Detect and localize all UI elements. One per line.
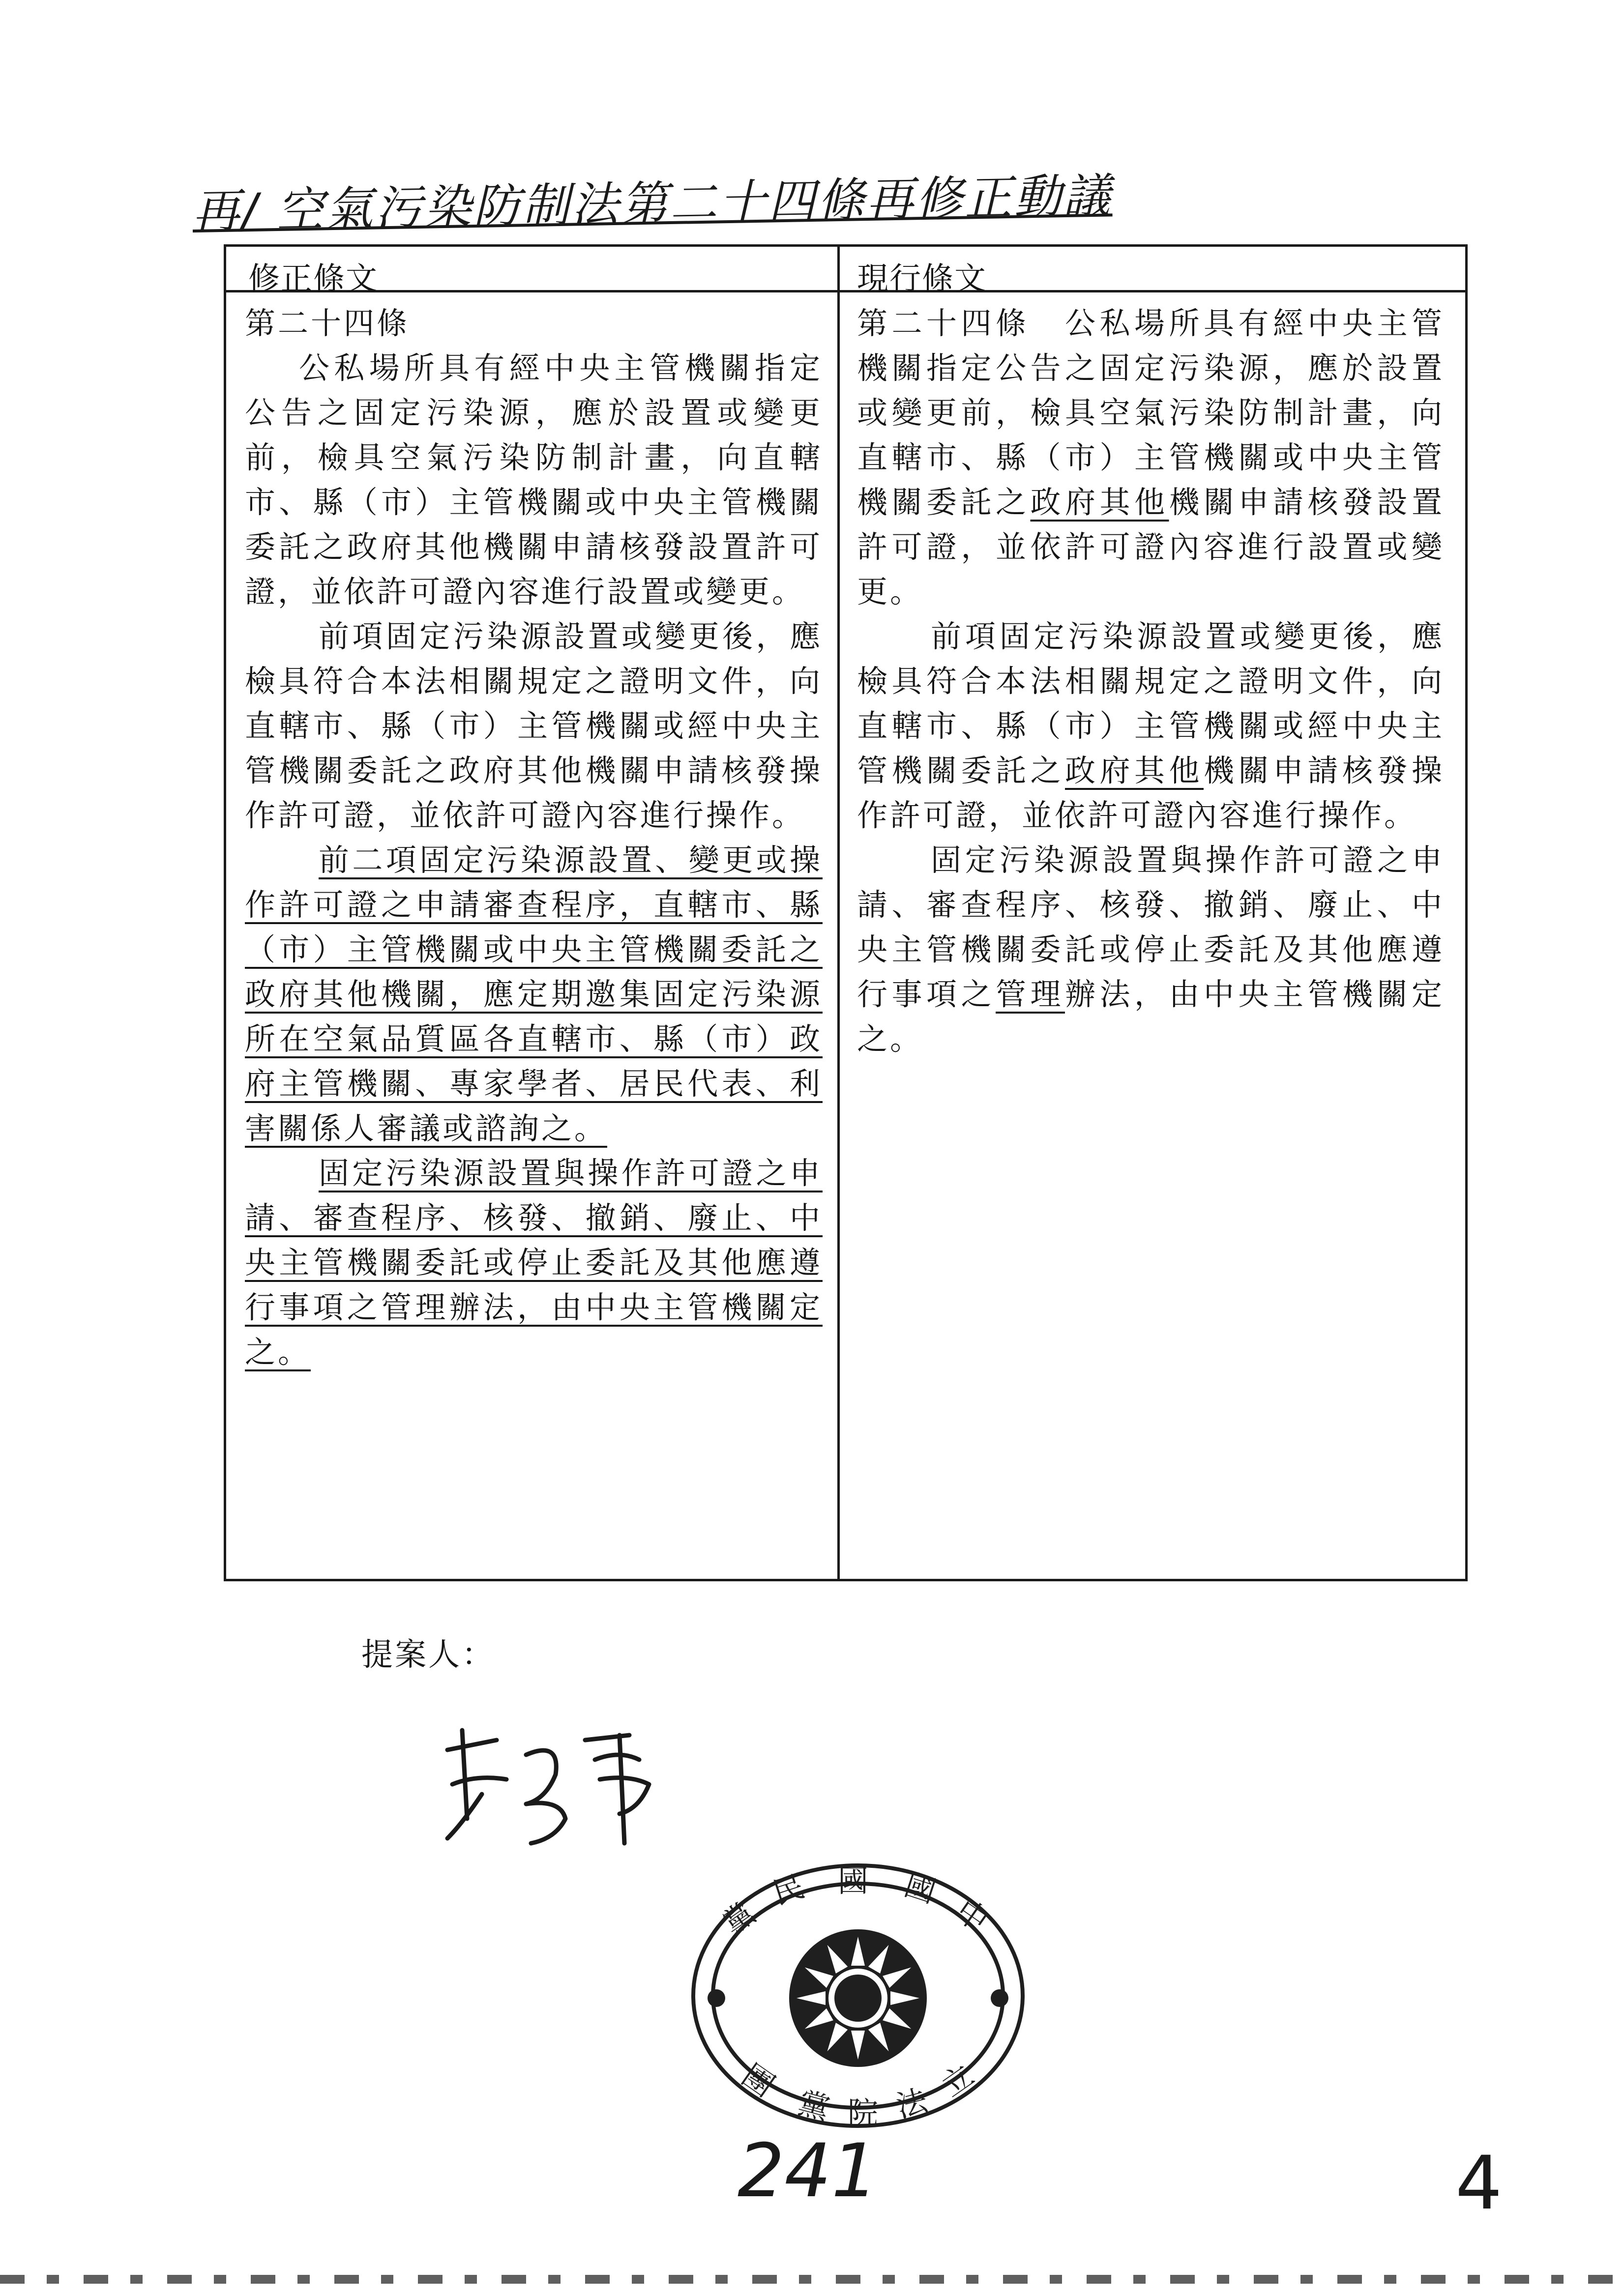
- svg-text:黨: 黨: [795, 2084, 833, 2127]
- current-paragraph-2-text-a: 前項固定污染源設置或變更後，應檢具符合本法相關規定之證明文件，向直轄市、縣（市）主管機關或經中央主管機關委託之: [857, 618, 1445, 788]
- current-paragraph-2-underlined: 政府其他: [1064, 753, 1204, 788]
- revised-paragraph-3: 前二項固定污染源設置、變更或操作許可證之申請審查程序，直轄市、縣（市）主管機關或中央主管機關委託之政府其他機關，應定期邀集固定污染源所在空氣品質區各直轄市、縣（市）政府主管機關、專家學者、居民代表、利害關係人審議或諮詢之。: [245, 842, 823, 1146]
- revised-article-number: 第二十四條: [245, 305, 410, 341]
- revised-column-header: 修正條文: [248, 261, 378, 297]
- current-paragraph-1: [857, 301, 1445, 614]
- svg-text:民: 民: [768, 1868, 809, 1912]
- svg-text:中: 中: [949, 1892, 995, 1940]
- svg-text:團: 團: [735, 2057, 781, 2104]
- current-paragraph-1-text-b: 機關申請核發設置許可證，並依許可證內容進行設置或變更。: [857, 484, 1445, 610]
- svg-text:法: 法: [892, 2082, 931, 2125]
- current-paragraph-3-underlined: 管理: [996, 976, 1065, 1012]
- scan-artifact-strip: [0, 2275, 1624, 2284]
- revised-article-column: [245, 301, 823, 1374]
- column-divider: [837, 247, 840, 1579]
- current-paragraph-3: [857, 838, 1445, 1061]
- proposer-label: 提案人：: [361, 1637, 495, 1673]
- svg-text:立: 立: [935, 2057, 981, 2104]
- revised-paragraph-1: 公私場所具有經中央主管機關指定公告之固定污染源，應於設置或變更前，檢具空氣污染防制計畫，向直轄市、縣（市）主管機關或中央主管機關委託之政府其他機關申請核發設置許可證，並依許可證內容進行設置或變更。: [245, 350, 823, 610]
- header-divider: [226, 290, 1465, 292]
- current-paragraph-3-text-b: 辦法，由中央主管機關定之。: [857, 976, 1445, 1057]
- handwritten-title-text: 再/ 空氣污染防制法第二十四條再修正動議: [192, 168, 1113, 239]
- current-paragraph-2-text-b: 機關申請核發操作許可證，並依許可證內容進行操作。: [857, 753, 1445, 833]
- current-column-header: 現行條文: [857, 261, 987, 297]
- revised-paragraph-2: 前項固定污染源設置或變更後，應檢具符合本法相關規定之證明文件，向直轄市、縣（市）主管機關或經中央主管機關委託之政府其他機關申請核發操作許可證，並依許可證內容進行操作。: [245, 618, 823, 833]
- current-paragraph-1-underlined: 政府其他: [1030, 484, 1169, 520]
- handwritten-number: 241: [738, 2128, 879, 2214]
- svg-text:黨: 黨: [716, 1894, 762, 1942]
- handwritten-title: [192, 158, 1127, 248]
- party-caucus-seal: [686, 1858, 1030, 2133]
- handwritten-signature: [433, 1720, 708, 1848]
- svg-text:院: 院: [847, 2095, 879, 2131]
- svg-text:國: 國: [837, 1863, 869, 1899]
- current-paragraph-2: [857, 614, 1445, 838]
- current-paragraph-1-text-a: 第二十四條 公私場所具有經中央主管機關指定公告之固定污染源，應於設置或變更前，檢具空氣污染防制計畫，向直轄市、縣（市）主管機關或中央主管機關委託之: [857, 305, 1445, 520]
- current-paragraph-3-text-a: 固定污染源設置與操作許可證之申請、審查程序、核發、撤銷、廢止、中央主管機關委託或停止委託及其他應遵行事項之: [857, 842, 1445, 1012]
- comparison-table: [224, 244, 1468, 1581]
- revised-paragraph-4: 固定污染源設置與操作許可證之申請、審查程序、核發、撤銷、廢止、中央主管機關委託或停止委託及其他應遵行事項之管理辦法，由中央主管機關定之。: [245, 1155, 823, 1370]
- page-number: 4: [1455, 2141, 1503, 2226]
- svg-text:國: 國: [900, 1866, 941, 1910]
- current-article-column: [857, 301, 1445, 1061]
